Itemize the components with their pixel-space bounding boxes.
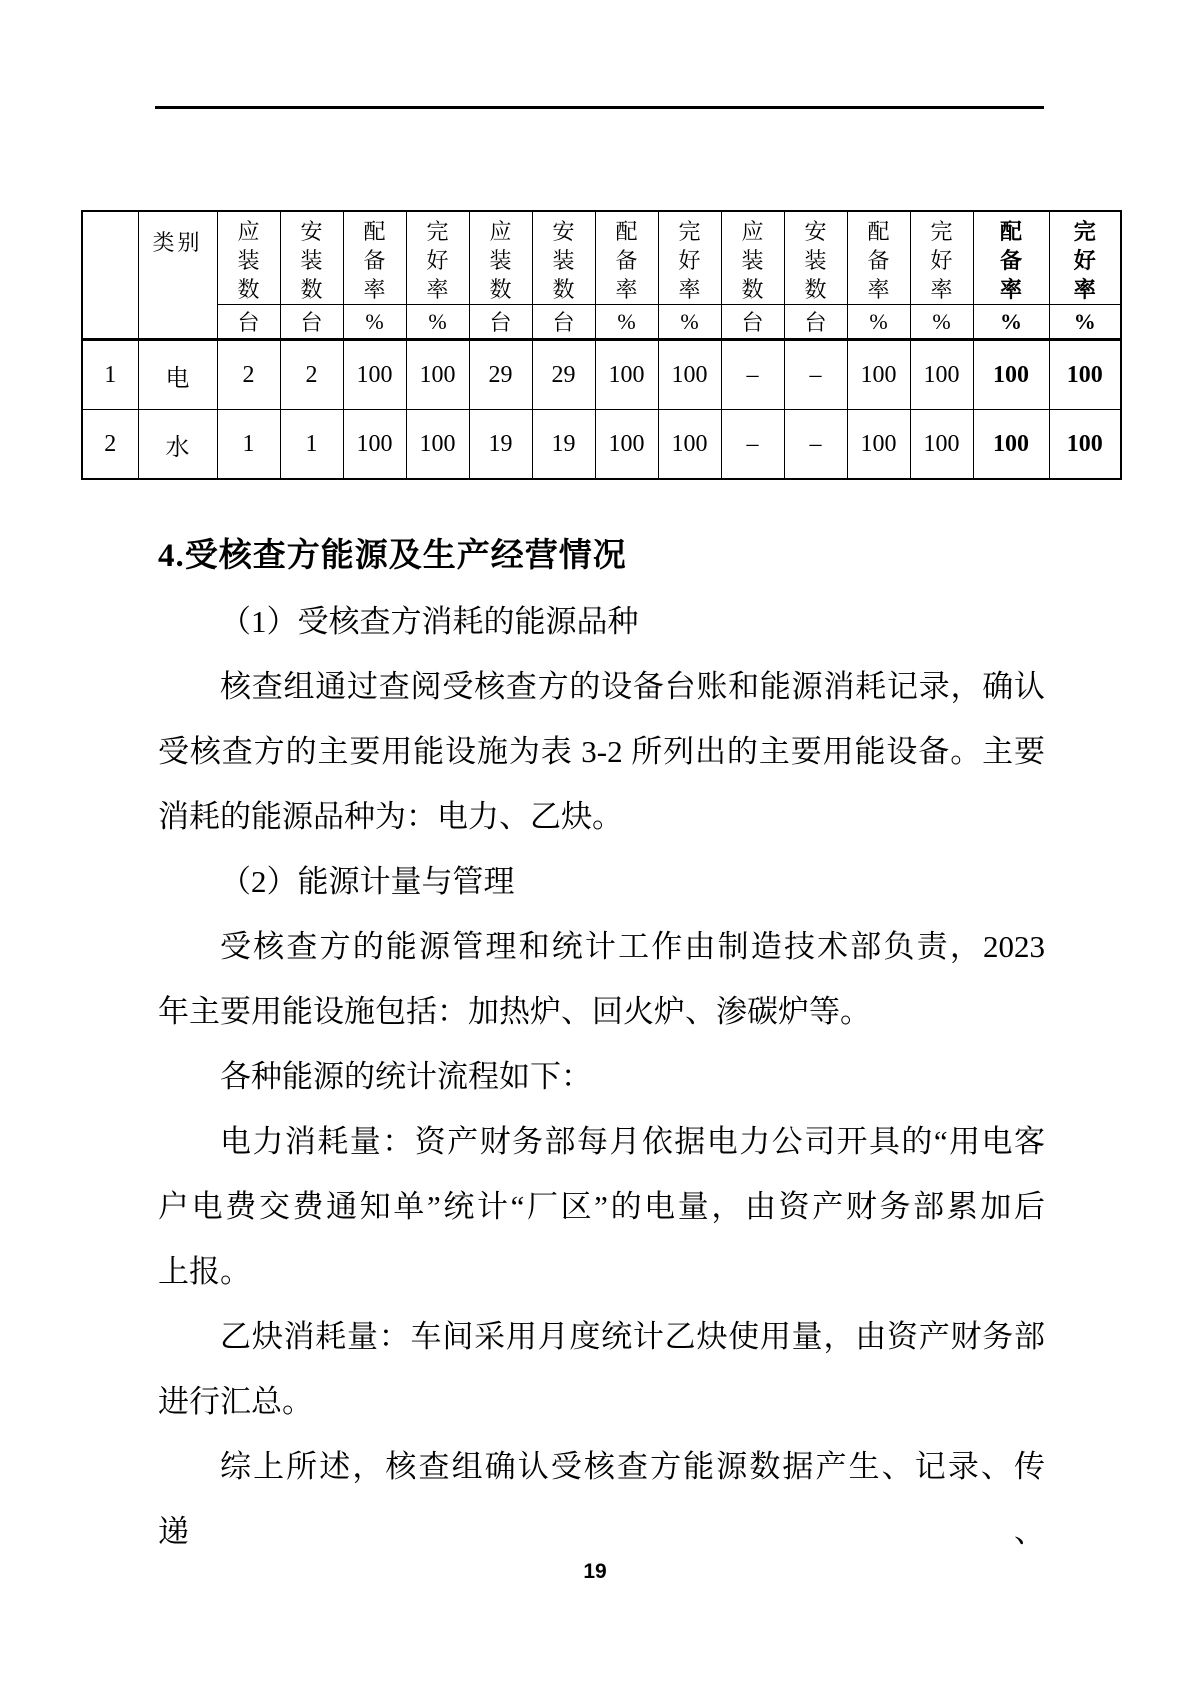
col-header-cell bbox=[721, 211, 784, 305]
paragraph-line: 户电费交费通知单”统计“厂区”的电量，由资产财务部累加后 bbox=[158, 1189, 1045, 1224]
col-header-cell bbox=[595, 211, 658, 305]
paragraph-line: 受核查方的能源管理和统计工作由制造技术部负责，2023 bbox=[220, 929, 1045, 964]
col-header-label: 应装数 bbox=[489, 219, 512, 302]
table-cell: 100 bbox=[910, 410, 973, 480]
col-header-label: 配备率 bbox=[999, 219, 1022, 302]
table-cell: – bbox=[721, 340, 784, 410]
table-cell: – bbox=[784, 410, 847, 480]
col-header-cell bbox=[469, 211, 532, 305]
unit-cell: % bbox=[973, 305, 1049, 340]
col-header-cell bbox=[280, 211, 343, 305]
table-cell: 29 bbox=[532, 340, 595, 410]
paragraph-line: 核查组通过查阅受核查方的设备台账和能源消耗记录，确认 bbox=[220, 669, 1045, 704]
table-cell: 100 bbox=[847, 410, 910, 480]
paragraph-line: 上报。 bbox=[158, 1254, 251, 1289]
unit-cell: % bbox=[406, 305, 469, 340]
col-header-cell bbox=[1049, 211, 1121, 305]
table-cell: – bbox=[784, 340, 847, 410]
unit-cell: 台 bbox=[280, 305, 343, 340]
table-cell: 100 bbox=[847, 340, 910, 410]
col-header-label: 完好率 bbox=[1073, 219, 1096, 302]
table-cell: 100 bbox=[343, 340, 406, 410]
col-header-cell bbox=[910, 211, 973, 305]
col-header-label: 安装数 bbox=[552, 219, 575, 302]
table-cell: 100 bbox=[910, 340, 973, 410]
col-header-cell bbox=[82, 211, 138, 340]
table-cell: – bbox=[721, 410, 784, 480]
unit-cell: % bbox=[847, 305, 910, 340]
unit-cell: % bbox=[343, 305, 406, 340]
unit-cell: 台 bbox=[721, 305, 784, 340]
col-header-cell: 类别 bbox=[138, 211, 217, 340]
col-header-cell bbox=[343, 211, 406, 305]
table-cell: 2 bbox=[217, 340, 280, 410]
unit-cell: % bbox=[1049, 305, 1121, 340]
table-cell: 水 bbox=[138, 410, 217, 480]
table-cell: 1 bbox=[280, 410, 343, 480]
paragraph-line: 消耗的能源品种为：电力、乙炔。 bbox=[158, 799, 623, 834]
paragraph-line: 受核查方的主要用能设施为表 3-2 所列出的主要用能设备。主要 bbox=[158, 734, 1045, 769]
table-cell: 100 bbox=[406, 410, 469, 480]
col-header-label: 完好率 bbox=[930, 219, 953, 302]
meter-table bbox=[81, 210, 1122, 480]
table-cell: 100 bbox=[595, 340, 658, 410]
col-header-cell bbox=[406, 211, 469, 305]
table-cell: 100 bbox=[595, 410, 658, 480]
table-cell: 100 bbox=[973, 410, 1049, 480]
paragraph-line: 乙炔消耗量：车间采用月度统计乙炔使用量，由资产财务部 bbox=[220, 1319, 1045, 1354]
header-rule bbox=[155, 106, 1044, 109]
paragraph-line: （2）能源计量与管理 bbox=[220, 864, 515, 899]
page-number: 19 bbox=[583, 1560, 607, 1583]
paragraph-line: 进行汇总。 bbox=[158, 1384, 313, 1419]
unit-cell: 台 bbox=[469, 305, 532, 340]
col-header-label: 配备率 bbox=[615, 219, 638, 302]
col-header-label: 安装数 bbox=[804, 219, 827, 302]
table-cell: 19 bbox=[532, 410, 595, 480]
col-header-cell bbox=[973, 211, 1049, 305]
table-cell: 29 bbox=[469, 340, 532, 410]
table-cell: 电 bbox=[138, 340, 217, 410]
table-cell: 1 bbox=[217, 410, 280, 480]
paragraph-line: 年主要用能设施包括：加热炉、回火炉、渗碳炉等。 bbox=[158, 994, 871, 1029]
table-cell: 100 bbox=[1049, 410, 1121, 480]
paragraph-line: 综上所述，核查组确认受核查方能源数据产生、记录、传递、 bbox=[158, 1449, 1045, 1549]
table-cell: 100 bbox=[658, 410, 721, 480]
unit-cell: 台 bbox=[532, 305, 595, 340]
col-header-label: 应装数 bbox=[741, 219, 764, 302]
table-cell: 100 bbox=[658, 340, 721, 410]
col-header-label: 完好率 bbox=[678, 219, 701, 302]
col-header-cell bbox=[217, 211, 280, 305]
table-cell: 2 bbox=[280, 340, 343, 410]
unit-cell: % bbox=[910, 305, 973, 340]
col-header-label: 配备率 bbox=[363, 219, 386, 302]
col-header-cell bbox=[658, 211, 721, 305]
table-row bbox=[82, 410, 1121, 480]
table-cell: 100 bbox=[343, 410, 406, 480]
col-header-label: 应装数 bbox=[237, 219, 260, 302]
table-row bbox=[82, 340, 1121, 410]
unit-cell: % bbox=[595, 305, 658, 340]
col-header-cell bbox=[847, 211, 910, 305]
table-cell: 100 bbox=[973, 340, 1049, 410]
table-cell: 100 bbox=[406, 340, 469, 410]
unit-cell: 台 bbox=[784, 305, 847, 340]
col-header-label: 完好率 bbox=[426, 219, 449, 302]
table-cell: 100 bbox=[1049, 340, 1121, 410]
text-block bbox=[158, 524, 1045, 1549]
col-header-label: 配备率 bbox=[867, 219, 890, 302]
col-header-cell bbox=[532, 211, 595, 305]
col-header-cell bbox=[784, 211, 847, 305]
paragraph-line: 各种能源的统计流程如下： bbox=[220, 1059, 592, 1094]
paragraph-line: 电力消耗量：资产财务部每月依据电力公司开具的“用电客 bbox=[220, 1124, 1045, 1159]
section-heading: 4.受核查方能源及生产经营情况 bbox=[158, 538, 627, 574]
table-cell: 19 bbox=[469, 410, 532, 480]
unit-cell: 台 bbox=[217, 305, 280, 340]
col-header-label: 安装数 bbox=[300, 219, 323, 302]
paragraph-line: （1）受核查方消耗的能源品种 bbox=[220, 604, 639, 639]
table-cell: 2 bbox=[82, 410, 138, 480]
unit-cell: % bbox=[658, 305, 721, 340]
table-cell: 1 bbox=[82, 340, 138, 410]
